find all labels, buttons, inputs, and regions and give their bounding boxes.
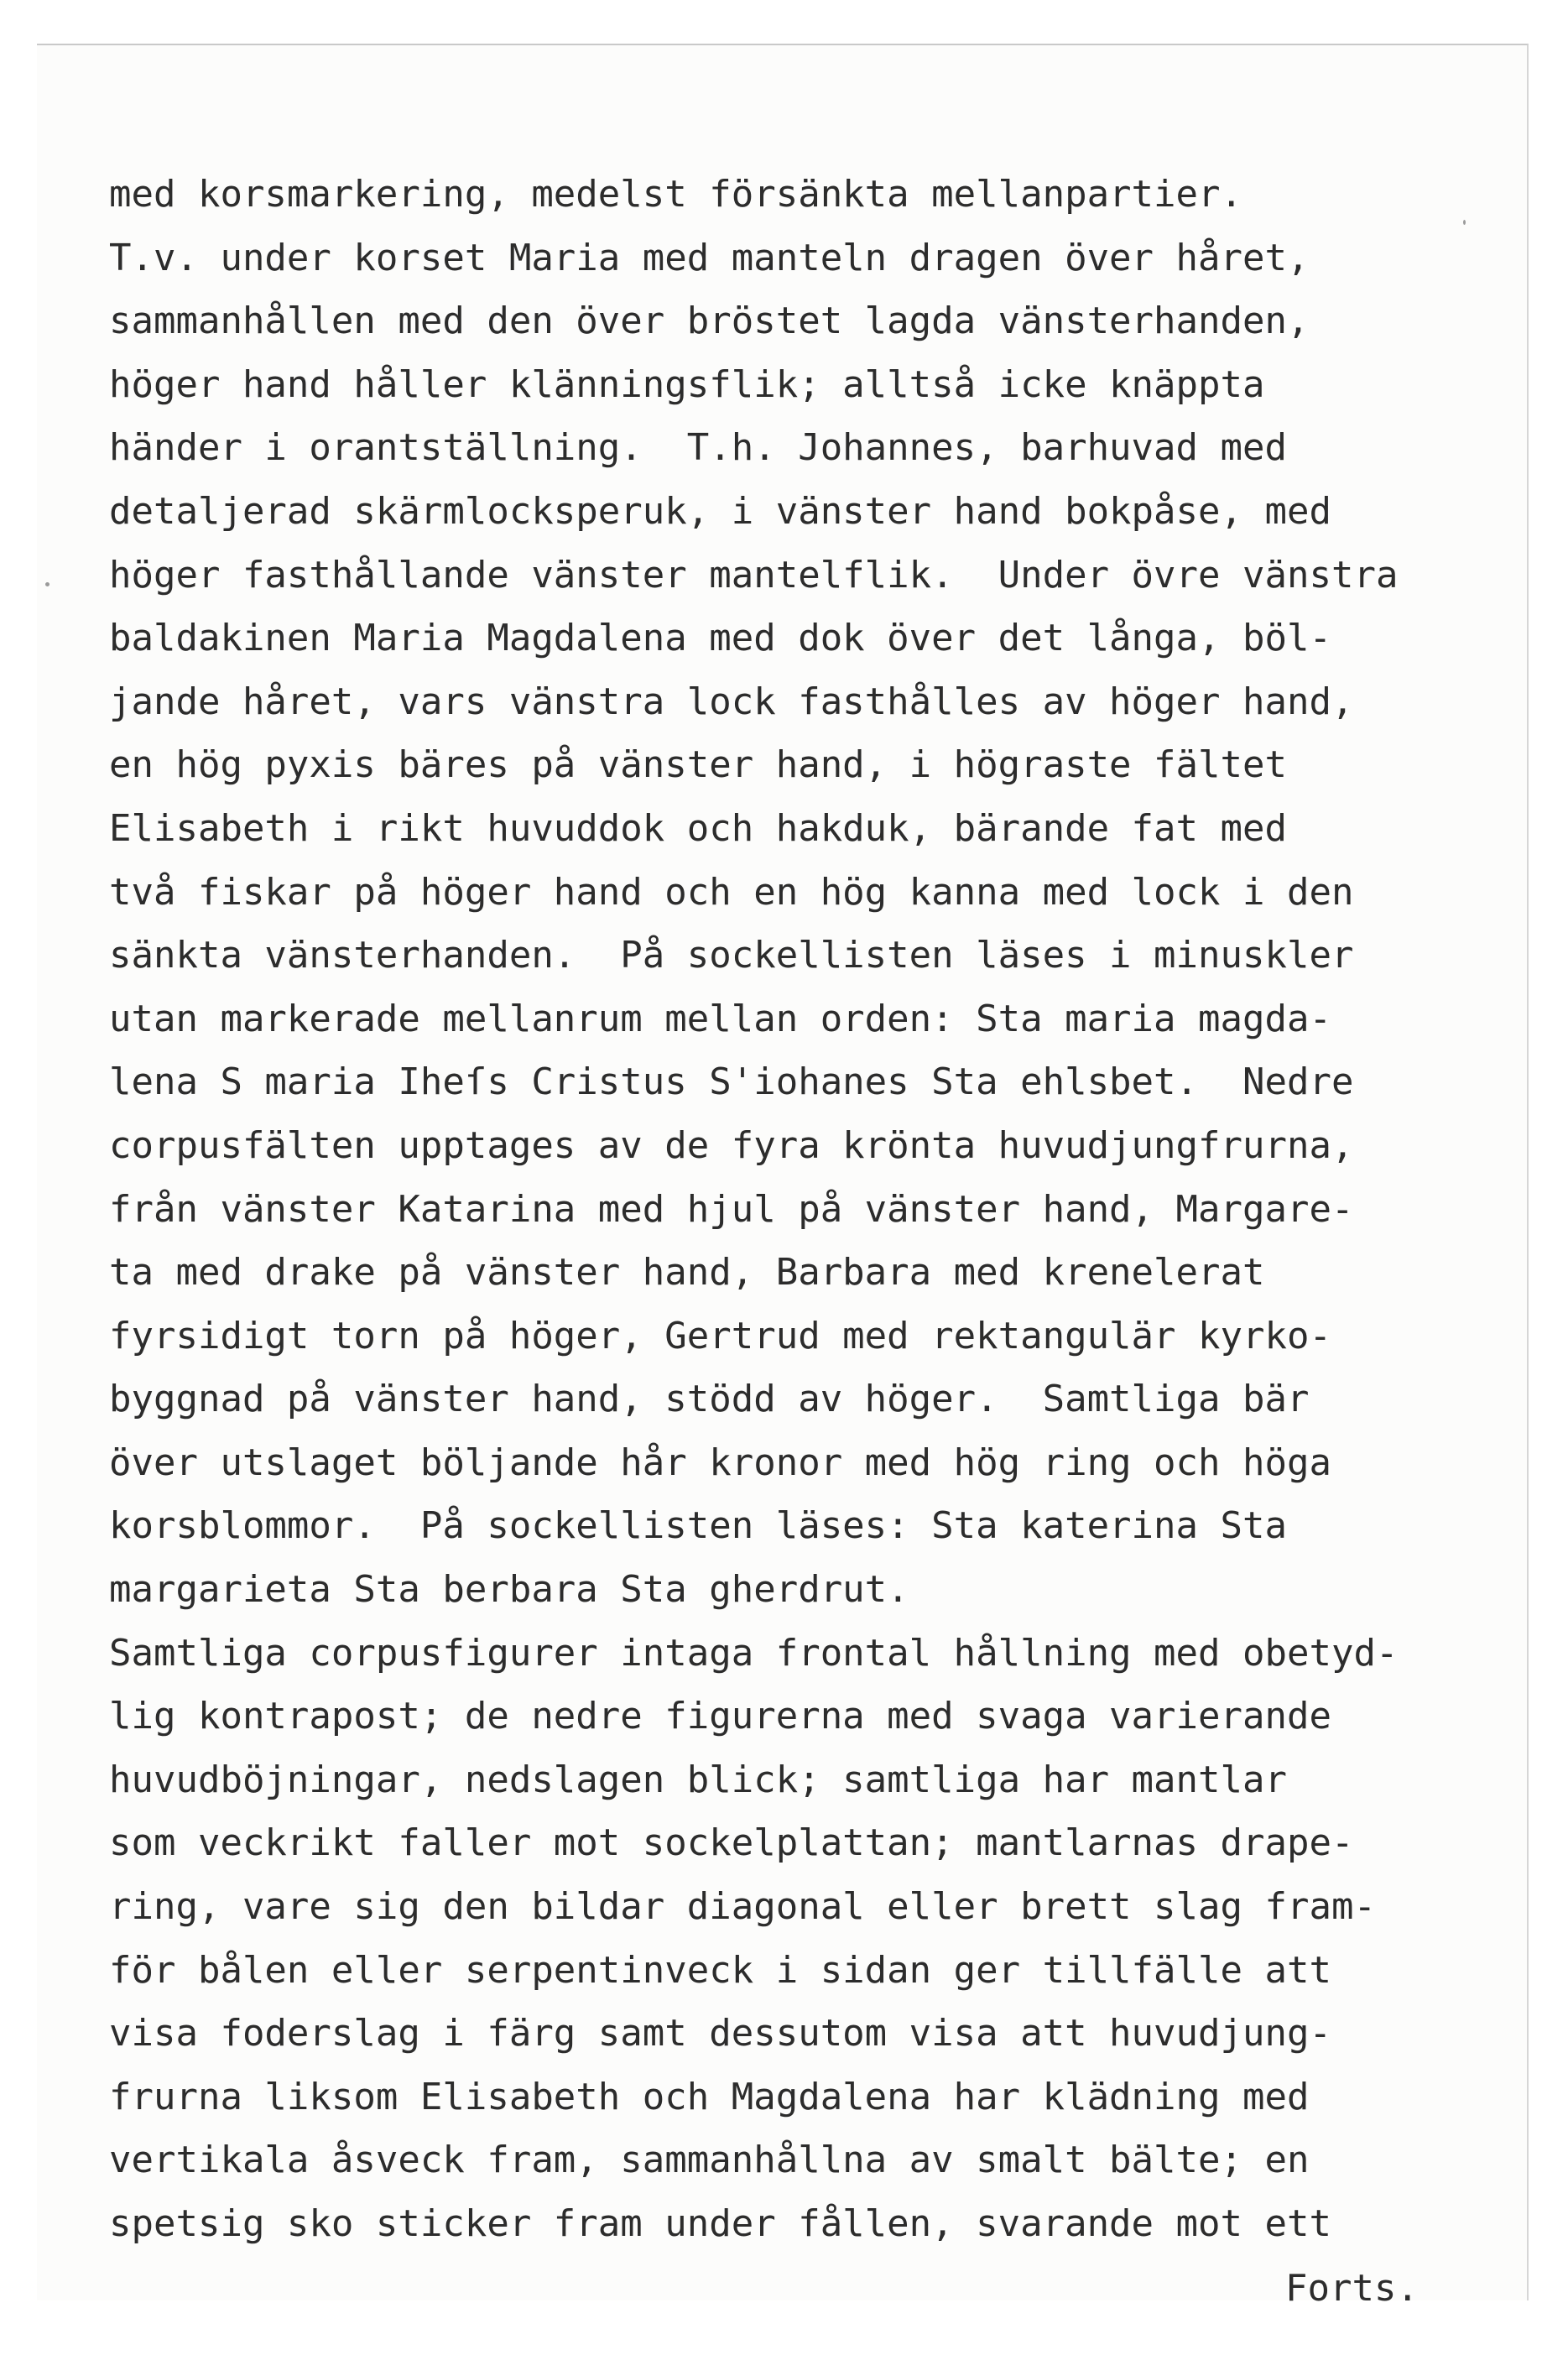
text-line: jande håret, vars vänstra lock fasthålles av höger hand, <box>109 680 1354 723</box>
text-line: lena S maria Iheſs Cristus S'iohanes Sta ehlsbet. Nedre <box>109 1060 1354 1104</box>
text-line: fyrsidigt torn på höger, Gertrud med rektangulär kyrko- <box>109 1314 1331 1357</box>
text-line: byggnad på vänster hand, stödd av höger. Samtliga bär <box>109 1378 1310 1421</box>
text-line: T.v. under korset Maria med manteln dragen över håret, <box>109 236 1310 279</box>
continued-note: Forts. <box>1285 2267 1419 2310</box>
text-line: lig kontrapost; de nedre figurerna med svaga varierande <box>109 1695 1331 1738</box>
typed-text-body <box>109 163 1398 2256</box>
text-line: två fiskar på höger hand och en hög kanna med lock i den <box>109 870 1354 914</box>
paper-speck <box>45 582 49 586</box>
text-line: för bålen eller serpentinveck i sidan ger tillfälle att <box>109 1948 1331 1992</box>
text-line: baldakinen Maria Magdalena med dok över det långa, böl- <box>109 617 1331 660</box>
text-line: en hög pyxis bäres på vänster hand, i högraste fältet <box>109 743 1287 787</box>
text-line: med korsmarkering, medelst försänkta mellanpartier. <box>109 173 1243 216</box>
text-line: höger hand håller klänningsflik; alltså icke knäppta <box>109 362 1265 406</box>
text-line: över utslaget böljande hår kronor med hög ring och höga <box>109 1441 1331 1484</box>
text-line: visa foderslag i färg samt dessutom visa att huvudjung- <box>109 2012 1331 2055</box>
text-line: vertikala åsveck fram, sammanhållna av smalt bälte; en <box>109 2139 1310 2182</box>
text-line: som veckrikt faller mot sockelplattan; mantlarnas drape- <box>109 1821 1354 1865</box>
text-line: Samtliga corpusfigurer intaga frontal hållning med obetyd- <box>109 1631 1399 1675</box>
text-line: höger fasthållande vänster mantelflik. Under övre vänstra <box>109 553 1399 597</box>
text-line: korsblommor. På sockellisten läses: Sta katerina Sta <box>109 1504 1287 1548</box>
text-line: händer i orantställning. T.h. Johannes, barhuvad med <box>109 426 1287 470</box>
text-line: spetsig sko sticker fram under fållen, svarande mot ett <box>109 2202 1331 2245</box>
text-line: margarieta Sta berbara Sta gherdrut. <box>109 1568 909 1612</box>
text-line: huvudböjningar, nedslagen blick; samtliga har mantlar <box>109 1758 1287 1801</box>
paper-speck <box>1463 220 1466 225</box>
document-page <box>37 44 1529 2310</box>
text-line: corpusfälten upptages av de fyra krönta huvudjungfrurna, <box>109 1123 1354 1167</box>
text-line: ring, vare sig den bildar diagonal eller brett slag fram- <box>109 1885 1376 1929</box>
text-line: sammanhållen med den över bröstet lagda vänsterhanden, <box>109 300 1310 343</box>
text-line: från vänster Katarina med hjul på vänster hand, Margare- <box>109 1187 1354 1231</box>
text-line: utan markerade mellanrum mellan orden: Sta maria magda- <box>109 997 1331 1040</box>
text-line: detaljerad skärmlocksperuk, i vänster hand bokpåse, med <box>109 489 1331 533</box>
text-line: frurna liksom Elisabeth och Magdalena har klädning med <box>109 2075 1310 2118</box>
text-line: sänkta vänsterhanden. På sockellisten läses i minuskler <box>109 934 1354 977</box>
text-line: Elisabeth i rikt huvuddok och hakduk, bärande fat med <box>109 806 1287 850</box>
text-line: ta med drake på vänster hand, Barbara med krenelerat <box>109 1251 1265 1295</box>
